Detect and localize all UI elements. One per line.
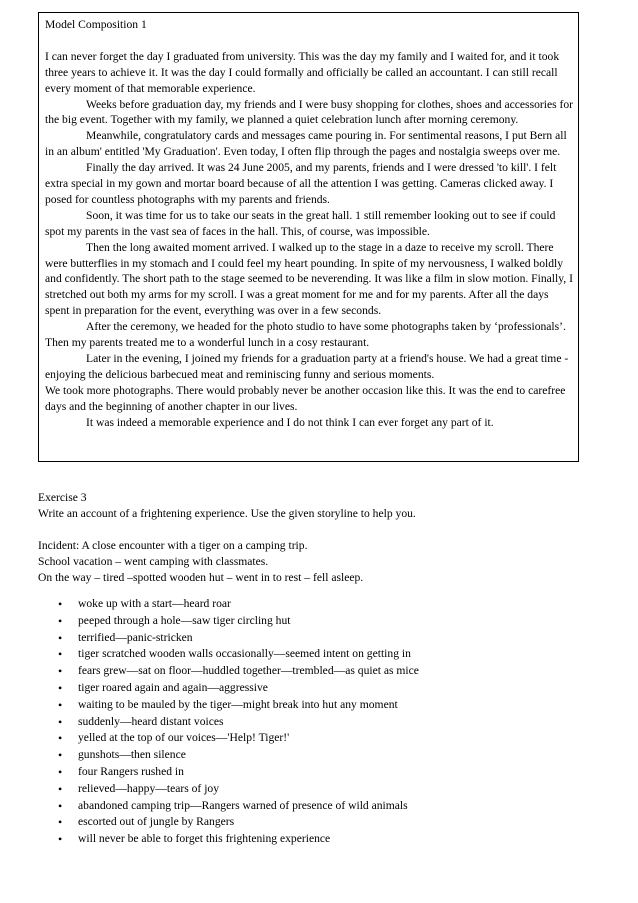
- composition-paragraph-6: Then the long awaited moment arrived. I walked up to the stage in a daze to receive my scroll. There were butterflies in my stomach and I could feel my heart pounding. In spite of my nervousness, I walked boldly and confidently. The short path to the stage seemed to be neverending. It was like a film in slow motion. Finally, I stretched out both my arms for my scroll. I was a great moment for me and for my parents. After all the days spent in preparation for the event, everything was over in a few seconds.: [45, 240, 573, 318]
- composition-paragraph-8: Later in the evening, I joined my friends for a graduation party at a friend's house. We had a great time - enjoying the delicious barbecued meat and reminiscing funny and serious moments.: [45, 352, 569, 381]
- storyline-item-text: suddenly—heard distant voices: [78, 714, 224, 728]
- storyline-item-text: waiting to be mauled by the tiger—might break into hut any moment: [78, 697, 398, 711]
- bullet-icon: •: [58, 697, 63, 712]
- model-composition-box: [38, 12, 579, 462]
- storyline-list: [38, 596, 598, 848]
- list-item: [38, 798, 598, 815]
- exercise-instruction: Write an account of a frightening experience. Use the given storyline to help you.: [38, 506, 416, 520]
- composition-paragraph-4: Finally the day arrived. It was 24 June 2005, and my parents, friends and I were dressed 'to kill'. I felt extra special in my gown and mortar board because of all the attention I was getting. Cameras clicked away. I posed for countless photographs with my parents and friends.: [45, 161, 557, 206]
- list-item: [38, 630, 598, 647]
- composition-paragraph-7: After the ceremony, we headed for the photo studio to have some photographs taken by ‘professionals’. Then my parents treated me to a wonderful lunch in a cosy restaurant.: [45, 320, 566, 350]
- storyline-item-text: fears grew—sat on floor—huddled together—trembled—as quiet as mice: [78, 664, 419, 678]
- bullet-icon: •: [58, 664, 63, 679]
- list-item: [38, 764, 598, 781]
- composition-title: Model Composition 1: [45, 18, 147, 31]
- exercise-section: [38, 490, 598, 585]
- composition-paragraph-9: We took more photographs. There would probably never be another occasion like this. It was the end to carefree days and the beginning of another chapter in our lives.: [45, 383, 566, 413]
- list-item: [38, 596, 598, 613]
- exercise-setting: School vacation – went camping with classmates.: [38, 554, 269, 568]
- composition-paragraph-10: It was indeed a memorable experience and I do not think I can ever forget any part of it.: [86, 415, 494, 429]
- storyline-item-text: four Rangers rushed in: [78, 764, 184, 778]
- storyline-item-text: will never be able to forget this frightening experience: [78, 832, 331, 846]
- list-item: [38, 831, 598, 848]
- composition-paragraph-1: I can never forget the day I graduated from university. This was the day my family and I waited for, and it took three years to achieve it. It was the day I could formally and officially be called an accountant. I can still recall every moment of that memorable experience.: [45, 49, 560, 95]
- list-item: [38, 613, 598, 630]
- bullet-icon: •: [58, 815, 63, 830]
- bullet-icon: •: [58, 832, 63, 847]
- list-item: [38, 714, 598, 731]
- storyline-item-text: escorted out of jungle by Rangers: [78, 815, 235, 829]
- bullet-icon: •: [58, 630, 63, 645]
- bullet-icon: •: [58, 731, 63, 746]
- list-item: [38, 781, 598, 798]
- list-item: [38, 814, 598, 831]
- list-item: [38, 747, 598, 764]
- bullet-icon: •: [58, 764, 63, 779]
- list-item: [38, 697, 598, 714]
- storyline-item-text: terrified—panic-stricken: [78, 630, 193, 644]
- composition-paragraph-2: Weeks before graduation day, my friends and I were busy shopping for clothes, shoes and accessories for the big event. Together with my family, we planned a quiet celebration lunch after morning ceremony.: [45, 97, 574, 127]
- storyline-item-text: tiger roared again and again—aggressive: [78, 680, 268, 694]
- exercise-title: Exercise 3: [38, 491, 87, 504]
- bullet-icon: •: [58, 781, 63, 796]
- bullet-icon: •: [58, 714, 63, 729]
- spacer: [38, 522, 598, 538]
- exercise-journey: On the way – tired –spotted wooden hut – went in to rest – fell asleep.: [38, 570, 364, 584]
- list-item: [38, 680, 598, 697]
- storyline-item-text: woke up with a start—heard roar: [78, 597, 231, 610]
- bullet-icon: •: [58, 680, 63, 695]
- composition-body: [45, 49, 574, 431]
- bullet-icon: •: [58, 748, 63, 763]
- bullet-icon: •: [58, 613, 63, 628]
- storyline-item-text: gunshots—then silence: [78, 748, 186, 762]
- bullet-icon: •: [58, 647, 63, 662]
- exercise-incident: Incident: A close encounter with a tiger on a camping trip.: [38, 538, 308, 552]
- storyline-item-text: peeped through a hole—saw tiger circling hut: [78, 613, 291, 627]
- composition-paragraph-3: Meanwhile, congratulatory cards and messages came pouring in. For sentimental reasons, I put Bern all in an album' entitled 'My Graduation'. Even today, I often flip through the pages and nostalgia sweeps over me.: [45, 129, 567, 159]
- list-item: [38, 646, 598, 663]
- list-item: [38, 663, 598, 680]
- list-item: [38, 730, 598, 747]
- storyline-item-text: relieved—happy—tears of joy: [78, 781, 220, 795]
- storyline-item-text: tiger scratched wooden walls occasionally—seemed intent on getting in: [78, 647, 411, 661]
- storyline-item-text: yelled at the top of our voices—'Help! Tiger!': [78, 731, 290, 745]
- bullet-icon: •: [58, 798, 63, 813]
- composition-paragraph-5: Soon, it was time for us to take our seats in the great hall. 1 still remember looking out to see if could spot my parents in the vast sea of faces in the hall. This, of course, was impossible.: [45, 208, 556, 238]
- bullet-icon: •: [58, 597, 63, 611]
- storyline-item-text: abandoned camping trip—Rangers warned of presence of wild animals: [78, 798, 408, 812]
